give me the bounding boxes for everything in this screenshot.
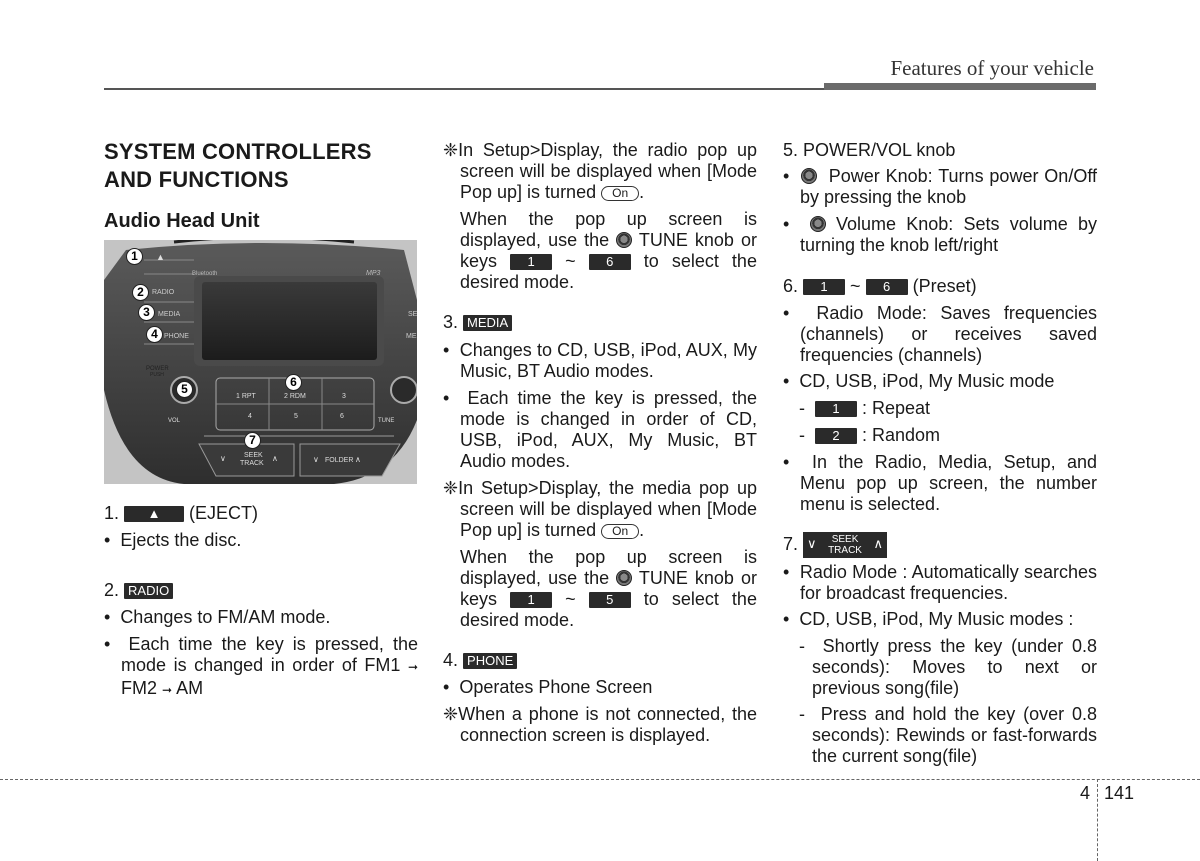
on-pill: On — [601, 524, 639, 539]
phone-key-label: PHONE — [164, 333, 189, 340]
preset-1-label: 1 RPT — [236, 393, 256, 400]
preset-4-label: 4 — [248, 413, 252, 420]
mp3-label: MP3 — [366, 270, 381, 277]
item-1: 1. ▲ (EJECT) — [104, 503, 259, 523]
power-label: POWER — [146, 366, 169, 372]
footer-divider — [1097, 779, 1098, 861]
callout-3: 3 — [138, 304, 155, 321]
head-unit-drawing — [104, 240, 417, 484]
arrow-icon: ➞ — [162, 683, 173, 697]
item-7-bullet-1: • Radio Mode : Automatically searches for broadcast frequencies. — [783, 562, 1097, 603]
item-4-bullet-1: • Operates Phone Screen — [443, 677, 653, 697]
item-2-bullet-2: • Each time the key is pressed, the mode is changed in order of FM1 ➞ FM2 ➞ AM — [104, 634, 418, 698]
note-radio-popup-detail: When the pop up screen is displayed, use the TUNE knob or keys 1 ~ 6 to select the desired mode. — [460, 209, 757, 292]
key-2-badge: 2 — [815, 428, 857, 444]
preset-2-label: 2 RDM — [284, 393, 306, 400]
item-3-bullet-1: • Changes to CD, USB, iPod, AUX, My Music, BT Audio modes. — [443, 340, 757, 381]
arrow-icon: ➞ — [407, 660, 418, 674]
item-6-bullet-3: • In the Radio, Media, Setup, and Menu pop up screen, the number menu is selected. — [783, 452, 1097, 514]
chevron-down-icon: ∨ — [807, 536, 817, 551]
item-6-bullet-2: • CD, USB, iPod, My Music mode — [783, 371, 1055, 391]
callout-2: 2 — [132, 284, 149, 301]
folder-label: FOLDER — [325, 457, 354, 464]
item-5-bullet-2: • Volume Knob: Sets volume by turning the knob left/right — [783, 214, 1097, 255]
note-media-popup: ❈In Setup>Display, the media pop up screen will be displayed when [Mode Pop up] is turned On . — [443, 478, 757, 540]
folder-down-chevron-icon: ∨ — [313, 455, 319, 464]
media-key-badge: MEDIA — [463, 315, 512, 331]
bluetooth-label: Bluetooth — [192, 271, 218, 277]
eject-key-badge: ▲ — [124, 506, 184, 522]
item-2: 2. RADIO — [104, 580, 418, 601]
item-5-bullet-1: • Power Knob: Turns power On/Off by pressing the knob — [783, 166, 1097, 207]
section-heading: SYSTEM CONTROLLERS AND FUNCTIONS — [104, 139, 372, 192]
key-1-badge: 1 — [510, 592, 552, 608]
item-7-dash-2: - Press and hold the key (over 0.8 seconds): Rewinds or fast-forwards the current song(file) — [799, 704, 1097, 766]
note-mark-icon: ❈ — [443, 704, 459, 724]
chapter-number: 4 — [1080, 783, 1091, 803]
item-7-dash-1: - Shortly press the key (under 0.8 seconds): Moves to next or previous song(file) — [799, 636, 1097, 698]
subsection-heading: Audio Head Unit — [104, 210, 260, 232]
folder-up-chevron-icon: ∧ — [355, 455, 361, 464]
radio-key-badge: RADIO — [124, 583, 173, 599]
seek-down-chevron-icon: ∨ — [220, 454, 226, 463]
header-bar — [824, 83, 1096, 90]
item-7-bullet-2: • CD, USB, iPod, My Music modes : — [783, 609, 1074, 629]
track-label: TRACK — [240, 460, 264, 467]
callout-5: 5 — [176, 381, 193, 398]
radio-key-label: RADIO — [152, 289, 175, 296]
eject-glyph: ▲ — [156, 252, 165, 262]
item-2-bullet-1: • Changes to FM/AM mode. — [104, 607, 331, 627]
item-6-dash-1: - 1 : Repeat — [799, 398, 931, 418]
callout-1: 1 — [126, 248, 143, 265]
phone-key-badge: PHONE — [463, 653, 517, 669]
footer-rule — [0, 779, 1200, 780]
preset-5-label: 5 — [294, 413, 298, 420]
seek-label: SEEK — [244, 452, 263, 459]
key-1-badge: 1 — [510, 254, 552, 270]
note-mark-icon: ❈ — [443, 140, 459, 160]
preset-3-label: 3 — [342, 393, 346, 400]
chevron-up-icon: ∧ — [873, 536, 884, 551]
item-1-bullet: • Ejects the disc. — [104, 530, 242, 550]
note-mark-icon: ❈ — [443, 478, 459, 498]
setup-key-label: SE — [408, 311, 417, 318]
preset-6-label: 6 — [340, 413, 344, 420]
audio-head-unit-figure — [104, 240, 417, 484]
page-number: 141 — [1104, 783, 1135, 803]
key-5-badge: 5 — [589, 592, 631, 608]
item-6-dash-2: - 2 : Random — [799, 425, 941, 445]
item-6: 6. 1 ~ 6 (Preset) — [783, 276, 977, 296]
volume-knob-icon — [810, 216, 826, 232]
key-6-badge: 6 — [589, 254, 631, 270]
seek-up-chevron-icon: ∧ — [272, 454, 278, 463]
callout-6: 6 — [285, 374, 302, 391]
callout-7: 7 — [244, 432, 261, 449]
note-media-popup-detail: When the pop up screen is displayed, use the TUNE knob or keys 1 ~ 5 to select the desired mode. — [460, 547, 757, 630]
note-radio-popup: ❈In Setup>Display, the radio pop up screen will be displayed when [Mode Pop up] is turned On . — [443, 140, 757, 202]
item-3-bullet-2: • Each time the key is pressed, the mode is changed in order of CD, USB, iPod, AUX, My Music, BT Audio modes. — [443, 388, 757, 471]
key-1-badge: 1 — [815, 401, 857, 417]
item-3: 3. MEDIA — [443, 312, 757, 333]
seek-track-key-badge: ∨ SEEK TRACK ∧ — [803, 532, 887, 558]
note-phone: ❈When a phone is not connected, the connection screen is displayed. — [443, 704, 757, 745]
callout-4: 4 — [146, 326, 163, 343]
key-1-badge: 1 — [803, 279, 845, 295]
menu-key-label: ME — [406, 333, 417, 340]
item-5: 5. POWER/VOL knob — [783, 140, 956, 160]
tune-label: TUNE — [378, 418, 395, 424]
vol-label: VOL — [168, 418, 181, 424]
push-label: PUSH — [150, 372, 164, 378]
item-4: 4. PHONE — [443, 650, 757, 671]
page-header-title: Features of your vehicle — [890, 56, 1094, 80]
item-6-bullet-1: • Radio Mode: Saves frequencies (channels) or receives saved frequencies (channels) — [783, 303, 1097, 365]
tune-knob-icon — [616, 570, 632, 586]
key-6-badge: 6 — [866, 279, 908, 295]
item-7: 7. ∨ SEEK TRACK ∧ — [783, 532, 1097, 558]
media-key-label: MEDIA — [158, 311, 181, 318]
on-pill: On — [601, 186, 639, 201]
power-knob-icon — [801, 168, 817, 184]
tune-knob-icon — [616, 232, 632, 248]
